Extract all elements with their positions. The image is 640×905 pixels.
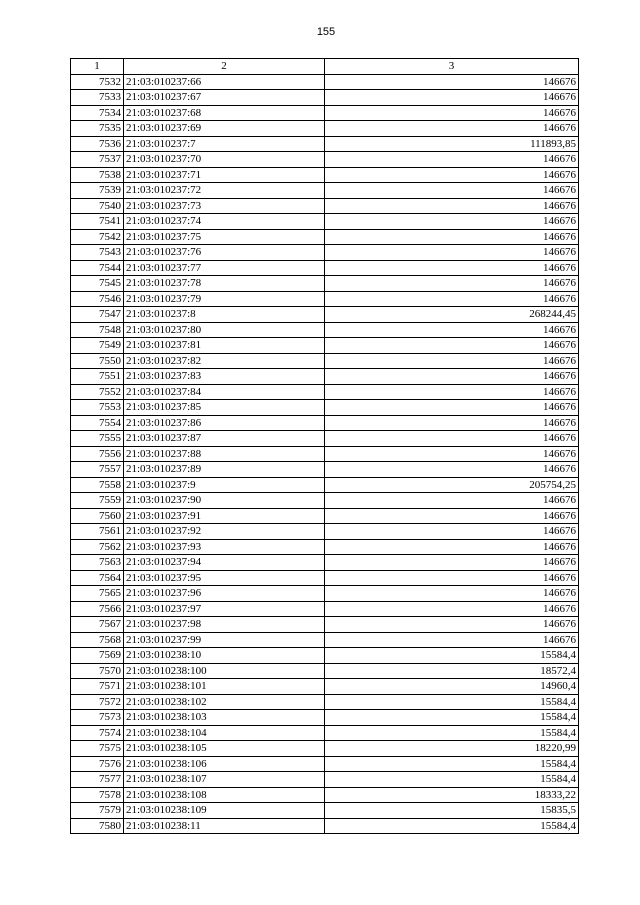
cadastral-number: 21:03:010237:77 bbox=[124, 260, 325, 276]
cadastral-number: 21:03:010237:98 bbox=[124, 617, 325, 633]
row-number: 7550 bbox=[71, 353, 124, 369]
cadastral-number: 21:03:010237:91 bbox=[124, 508, 325, 524]
row-number: 7572 bbox=[71, 694, 124, 710]
table-row bbox=[71, 586, 579, 602]
cadastral-value: 146676 bbox=[325, 369, 579, 385]
cadastral-value: 18333,22 bbox=[325, 787, 579, 803]
row-number: 7568 bbox=[71, 632, 124, 648]
row-number: 7537 bbox=[71, 152, 124, 168]
cadastral-value: 15584,4 bbox=[325, 648, 579, 664]
table-row bbox=[71, 446, 579, 462]
table-row bbox=[71, 291, 579, 307]
table-row bbox=[71, 260, 579, 276]
cadastral-value: 146676 bbox=[325, 74, 579, 90]
cadastral-value: 146676 bbox=[325, 632, 579, 648]
cadastral-number: 21:03:010237:94 bbox=[124, 555, 325, 571]
table-row bbox=[71, 90, 579, 106]
cadastral-value: 146676 bbox=[325, 105, 579, 121]
row-number: 7553 bbox=[71, 400, 124, 416]
cadastral-number: 21:03:010237:74 bbox=[124, 214, 325, 230]
cadastral-number: 21:03:010238:103 bbox=[124, 710, 325, 726]
cadastral-value: 205754,25 bbox=[325, 477, 579, 493]
cadastral-value: 146676 bbox=[325, 229, 579, 245]
cadastral-number: 21:03:010237:71 bbox=[124, 167, 325, 183]
cadastral-number: 21:03:010238:104 bbox=[124, 725, 325, 741]
cadastral-value: 146676 bbox=[325, 384, 579, 400]
cadastral-number: 21:03:010238:107 bbox=[124, 772, 325, 788]
column-header-1: 1 bbox=[71, 59, 124, 75]
table-row bbox=[71, 136, 579, 152]
row-number: 7561 bbox=[71, 524, 124, 540]
cadastral-number: 21:03:010237:72 bbox=[124, 183, 325, 199]
cadastral-number: 21:03:010237:84 bbox=[124, 384, 325, 400]
row-number: 7560 bbox=[71, 508, 124, 524]
cadastral-value: 146676 bbox=[325, 493, 579, 509]
cadastral-number: 21:03:010237:8 bbox=[124, 307, 325, 323]
cadastral-value-table bbox=[70, 58, 579, 834]
cadastral-value: 15584,4 bbox=[325, 772, 579, 788]
row-number: 7578 bbox=[71, 787, 124, 803]
table-row bbox=[71, 648, 579, 664]
cadastral-value: 15584,4 bbox=[325, 694, 579, 710]
table-row bbox=[71, 214, 579, 230]
cadastral-value: 111893,85 bbox=[325, 136, 579, 152]
row-number: 7571 bbox=[71, 679, 124, 695]
table-row bbox=[71, 694, 579, 710]
table-body bbox=[71, 74, 579, 834]
row-number: 7539 bbox=[71, 183, 124, 199]
table-row bbox=[71, 710, 579, 726]
cadastral-value: 18220,99 bbox=[325, 741, 579, 757]
cadastral-value: 146676 bbox=[325, 617, 579, 633]
row-number: 7544 bbox=[71, 260, 124, 276]
cadastral-value: 268244,45 bbox=[325, 307, 579, 323]
cadastral-number: 21:03:010237:90 bbox=[124, 493, 325, 509]
row-number: 7577 bbox=[71, 772, 124, 788]
cadastral-value: 14960,4 bbox=[325, 679, 579, 695]
cadastral-value: 146676 bbox=[325, 167, 579, 183]
row-number: 7558 bbox=[71, 477, 124, 493]
row-number: 7566 bbox=[71, 601, 124, 617]
table-row bbox=[71, 400, 579, 416]
table-row bbox=[71, 167, 579, 183]
cadastral-number: 21:03:010238:11 bbox=[124, 818, 325, 834]
row-number: 7559 bbox=[71, 493, 124, 509]
cadastral-number: 21:03:010237:69 bbox=[124, 121, 325, 137]
row-number: 7567 bbox=[71, 617, 124, 633]
row-number: 7538 bbox=[71, 167, 124, 183]
page-number: 155 bbox=[316, 26, 336, 38]
row-number: 7543 bbox=[71, 245, 124, 261]
table-row bbox=[71, 803, 579, 819]
row-number: 7555 bbox=[71, 431, 124, 447]
table-row bbox=[71, 431, 579, 447]
row-number: 7576 bbox=[71, 756, 124, 772]
table-row bbox=[71, 555, 579, 571]
row-number: 7569 bbox=[71, 648, 124, 664]
table-row bbox=[71, 415, 579, 431]
table-row bbox=[71, 384, 579, 400]
cadastral-value: 146676 bbox=[325, 338, 579, 354]
cadastral-value: 146676 bbox=[325, 446, 579, 462]
cadastral-number: 21:03:010237:76 bbox=[124, 245, 325, 261]
cadastral-value: 15584,4 bbox=[325, 710, 579, 726]
table-row bbox=[71, 74, 579, 90]
row-number: 7547 bbox=[71, 307, 124, 323]
table-row bbox=[71, 198, 579, 214]
cadastral-number: 21:03:010237:81 bbox=[124, 338, 325, 354]
row-number: 7554 bbox=[71, 415, 124, 431]
row-number: 7574 bbox=[71, 725, 124, 741]
table-row bbox=[71, 152, 579, 168]
table-row bbox=[71, 338, 579, 354]
cadastral-number: 21:03:010238:101 bbox=[124, 679, 325, 695]
cadastral-value: 146676 bbox=[325, 90, 579, 106]
table-row bbox=[71, 539, 579, 555]
table-row bbox=[71, 493, 579, 509]
cadastral-number: 21:03:010238:108 bbox=[124, 787, 325, 803]
cadastral-number: 21:03:010238:105 bbox=[124, 741, 325, 757]
cadastral-value: 146676 bbox=[325, 260, 579, 276]
table-row bbox=[71, 632, 579, 648]
table-row bbox=[71, 477, 579, 493]
row-number: 7548 bbox=[71, 322, 124, 338]
cadastral-number: 21:03:010237:99 bbox=[124, 632, 325, 648]
table-row bbox=[71, 741, 579, 757]
cadastral-value: 18572,4 bbox=[325, 663, 579, 679]
column-header-2: 2 bbox=[124, 59, 325, 75]
cadastral-value: 146676 bbox=[325, 415, 579, 431]
row-number: 7536 bbox=[71, 136, 124, 152]
cadastral-value: 146676 bbox=[325, 400, 579, 416]
table-row bbox=[71, 353, 579, 369]
row-number: 7562 bbox=[71, 539, 124, 555]
table-header-row bbox=[71, 59, 579, 75]
table-row bbox=[71, 679, 579, 695]
table-row bbox=[71, 725, 579, 741]
cadastral-value: 146676 bbox=[325, 601, 579, 617]
cadastral-value: 146676 bbox=[325, 198, 579, 214]
row-number: 7545 bbox=[71, 276, 124, 292]
cadastral-value: 146676 bbox=[325, 462, 579, 478]
table-row bbox=[71, 756, 579, 772]
table-row bbox=[71, 307, 579, 323]
table-row bbox=[71, 772, 579, 788]
table-row bbox=[71, 663, 579, 679]
cadastral-number: 21:03:010237:97 bbox=[124, 601, 325, 617]
row-number: 7579 bbox=[71, 803, 124, 819]
cadastral-value: 146676 bbox=[325, 353, 579, 369]
table-row bbox=[71, 105, 579, 121]
cadastral-value: 15835,5 bbox=[325, 803, 579, 819]
cadastral-value: 146676 bbox=[325, 276, 579, 292]
cadastral-number: 21:03:010237:73 bbox=[124, 198, 325, 214]
cadastral-number: 21:03:010237:86 bbox=[124, 415, 325, 431]
row-number: 7535 bbox=[71, 121, 124, 137]
cadastral-value: 15584,4 bbox=[325, 818, 579, 834]
cadastral-number: 21:03:010237:83 bbox=[124, 369, 325, 385]
cadastral-number: 21:03:010237:9 bbox=[124, 477, 325, 493]
cadastral-number: 21:03:010237:80 bbox=[124, 322, 325, 338]
cadastral-value: 146676 bbox=[325, 245, 579, 261]
cadastral-number: 21:03:010237:79 bbox=[124, 291, 325, 307]
cadastral-value: 146676 bbox=[325, 570, 579, 586]
cadastral-number: 21:03:010237:70 bbox=[124, 152, 325, 168]
row-number: 7580 bbox=[71, 818, 124, 834]
cadastral-number: 21:03:010237:82 bbox=[124, 353, 325, 369]
cadastral-number: 21:03:010237:93 bbox=[124, 539, 325, 555]
cadastral-number: 21:03:010238:106 bbox=[124, 756, 325, 772]
row-number: 7534 bbox=[71, 105, 124, 121]
cadastral-number: 21:03:010237:85 bbox=[124, 400, 325, 416]
cadastral-number: 21:03:010237:75 bbox=[124, 229, 325, 245]
row-number: 7565 bbox=[71, 586, 124, 602]
cadastral-number: 21:03:010237:96 bbox=[124, 586, 325, 602]
table-row bbox=[71, 617, 579, 633]
row-number: 7552 bbox=[71, 384, 124, 400]
cadastral-number: 21:03:010237:89 bbox=[124, 462, 325, 478]
cadastral-value: 146676 bbox=[325, 214, 579, 230]
row-number: 7532 bbox=[71, 74, 124, 90]
row-number: 7541 bbox=[71, 214, 124, 230]
cadastral-number: 21:03:010237:78 bbox=[124, 276, 325, 292]
row-number: 7570 bbox=[71, 663, 124, 679]
cadastral-number: 21:03:010237:67 bbox=[124, 90, 325, 106]
row-number: 7546 bbox=[71, 291, 124, 307]
table-row bbox=[71, 524, 579, 540]
cadastral-number: 21:03:010237:7 bbox=[124, 136, 325, 152]
table-row bbox=[71, 818, 579, 834]
cadastral-number: 21:03:010238:102 bbox=[124, 694, 325, 710]
table-row bbox=[71, 601, 579, 617]
row-number: 7533 bbox=[71, 90, 124, 106]
cadastral-value: 146676 bbox=[325, 152, 579, 168]
cadastral-value: 15584,4 bbox=[325, 725, 579, 741]
cadastral-number: 21:03:010237:68 bbox=[124, 105, 325, 121]
row-number: 7563 bbox=[71, 555, 124, 571]
cadastral-number: 21:03:010237:88 bbox=[124, 446, 325, 462]
row-number: 7575 bbox=[71, 741, 124, 757]
cadastral-number: 21:03:010237:95 bbox=[124, 570, 325, 586]
row-number: 7556 bbox=[71, 446, 124, 462]
table-row bbox=[71, 787, 579, 803]
cadastral-value: 146676 bbox=[325, 291, 579, 307]
cadastral-number: 21:03:010238:100 bbox=[124, 663, 325, 679]
cadastral-value: 146676 bbox=[325, 555, 579, 571]
cadastral-value: 146676 bbox=[325, 508, 579, 524]
row-number: 7564 bbox=[71, 570, 124, 586]
table-row bbox=[71, 322, 579, 338]
table-row bbox=[71, 508, 579, 524]
cadastral-value: 146676 bbox=[325, 183, 579, 199]
cadastral-number: 21:03:010237:87 bbox=[124, 431, 325, 447]
cadastral-value: 146676 bbox=[325, 431, 579, 447]
row-number: 7551 bbox=[71, 369, 124, 385]
cadastral-number: 21:03:010237:92 bbox=[124, 524, 325, 540]
cadastral-number: 21:03:010238:109 bbox=[124, 803, 325, 819]
cadastral-number: 21:03:010238:10 bbox=[124, 648, 325, 664]
cadastral-number: 21:03:010237:66 bbox=[124, 74, 325, 90]
table-row bbox=[71, 121, 579, 137]
row-number: 7542 bbox=[71, 229, 124, 245]
row-number: 7549 bbox=[71, 338, 124, 354]
table-row bbox=[71, 570, 579, 586]
table-row bbox=[71, 462, 579, 478]
cadastral-value: 146676 bbox=[325, 121, 579, 137]
cadastral-value: 146676 bbox=[325, 539, 579, 555]
table-row bbox=[71, 229, 579, 245]
column-header-3: 3 bbox=[325, 59, 579, 75]
table-row bbox=[71, 276, 579, 292]
cadastral-value: 146676 bbox=[325, 586, 579, 602]
row-number: 7557 bbox=[71, 462, 124, 478]
table-row bbox=[71, 245, 579, 261]
row-number: 7573 bbox=[71, 710, 124, 726]
table-row bbox=[71, 369, 579, 385]
row-number: 7540 bbox=[71, 198, 124, 214]
cadastral-value: 146676 bbox=[325, 524, 579, 540]
cadastral-value: 15584,4 bbox=[325, 756, 579, 772]
cadastral-value: 146676 bbox=[325, 322, 579, 338]
table-row bbox=[71, 183, 579, 199]
